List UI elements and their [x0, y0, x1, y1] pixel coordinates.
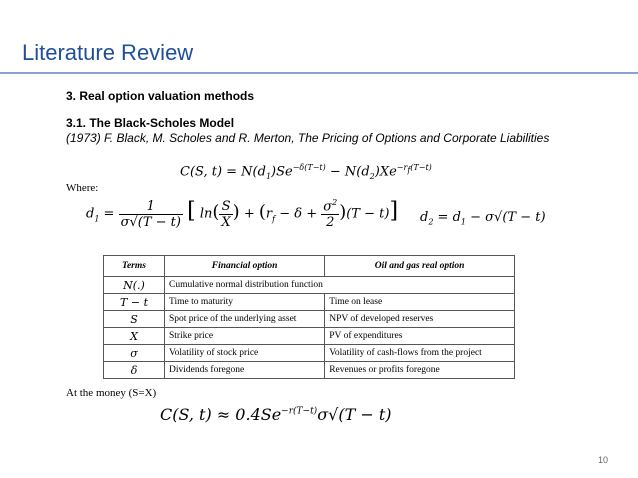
- table-header-real: Oil and gas real option: [325, 256, 515, 277]
- slide-title: Literature Review: [22, 40, 194, 65]
- real-option-cell: Revenues or profits foregone: [325, 362, 515, 379]
- subsection-heading: 3.1. The Black-Scholes Model: [66, 116, 235, 130]
- table-row: [104, 311, 515, 328]
- financial-option-cell: Dividends foregone: [165, 362, 325, 379]
- financial-option-cell: Cumulative normal distribution function: [165, 277, 515, 294]
- table-header-row: [104, 256, 515, 277]
- financial-option-cell: Spot price of the underlying asset: [165, 311, 325, 328]
- term-symbol: T − t: [104, 294, 165, 311]
- terms-table: [103, 255, 515, 379]
- title-divider: [0, 72, 638, 74]
- table-row: [104, 345, 515, 362]
- real-option-cell: PV of expenditures: [325, 328, 515, 345]
- term-symbol: X: [104, 328, 165, 345]
- d1-formula: $d_1$ = $\frac{1}{\sigma√(T - t)}$ [ ln( $\frac{S}{X}$ ) + ($r_f - \delta$ + $\frac{\sigma^2}{2}$ )(T − t)]: [86, 198, 399, 231]
- citation: (1973) F. Black, M. Scholes and R. Merton, The Pricing of Options and Corporate Liabilities: [66, 131, 550, 145]
- financial-option-cell: Time to maturity: [165, 294, 325, 311]
- where-label: Where:: [66, 182, 99, 194]
- term-symbol: S: [104, 311, 165, 328]
- page-number: 10: [597, 455, 608, 465]
- table-row: [104, 294, 515, 311]
- financial-option-cell: Strike price: [165, 328, 325, 345]
- table-row: [104, 328, 515, 345]
- table-header-terms: Terms: [104, 256, 165, 277]
- term-symbol: σ: [104, 345, 165, 362]
- financial-option-cell: Volatility of stock price: [165, 345, 325, 362]
- d2-formula: $d_2 = d_1 - \sigma√(T - t)$: [420, 210, 546, 227]
- real-option-cell: Time on lease: [325, 294, 515, 311]
- term-symbol: δ: [104, 362, 165, 379]
- table-row: [104, 362, 515, 379]
- table-row: [104, 277, 515, 294]
- term-symbol: N(.): [104, 277, 165, 294]
- real-option-cell: Volatility of cash-flows from the project: [325, 345, 515, 362]
- atm-approximation-formula: C(S, $t) \approx 0.4Se^{-r(T-t)}\sigma√(T - t)$: [160, 405, 392, 424]
- real-option-cell: NPV of developed reserves: [325, 311, 515, 328]
- section-heading: 3. Real option valuation methods: [66, 89, 255, 103]
- table-header-financial: Financial option: [165, 256, 325, 277]
- black-scholes-formula: C(S, $t) = N(d_1)Se^{-\delta(T-t)} - N(d_2)Xe^{-r_f(T-t)}$: [180, 163, 432, 181]
- at-the-money-label: At the money (S=X): [66, 387, 157, 399]
